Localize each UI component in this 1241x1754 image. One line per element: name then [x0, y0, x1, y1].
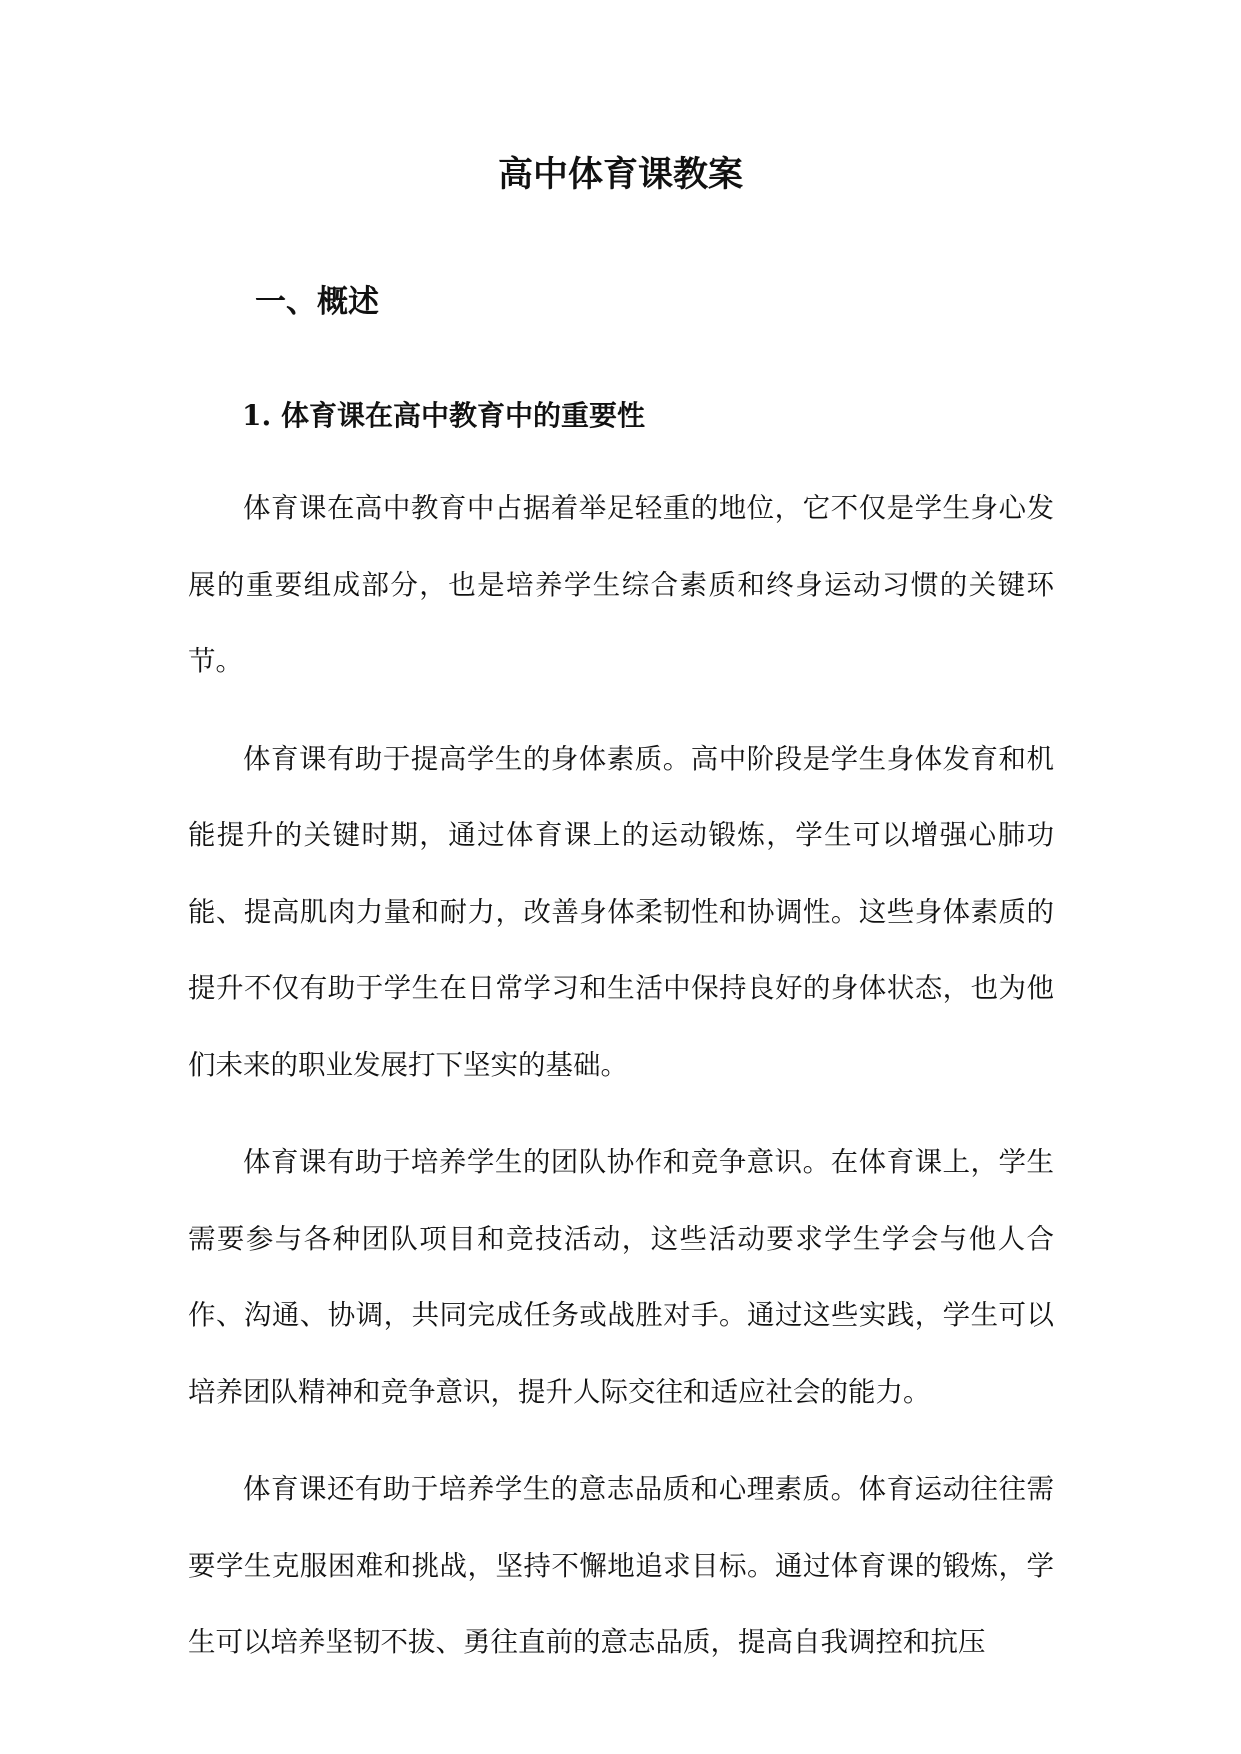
paragraph: 体育课还有助于培养学生的意志品质和心理素质。体育运动往往需要学生克服困难和挑战，坚持不懈地追求目标。通过体育课的锻炼，学生可以培养坚韧不拔、勇往直前的意志品质，提高自我调控和抗压 [188, 1473, 1054, 1658]
body-text [188, 470, 1054, 1702]
section-heading-overview: 一、概述 [255, 284, 379, 320]
paragraph: 体育课有助于培养学生的团队协作和竞争意识。在体育课上，学生需要参与各种团队项目和竞技活动，这些活动要求学生学会与他人合作、沟通、协调，共同完成任务或战胜对手。通过这些实践，学生可以培养团队精神和竞争意识，提升人际交往和适应社会的能力。 [188, 1146, 1054, 1408]
paragraph: 体育课有助于提高学生的身体素质。高中阶段是学生身体发育和机能提升的关键时期，通过体育课上的运动锻炼，学生可以增强心肺功能、提高肌肉力量和耐力，改善身体柔韧性和协调性。这些身体素质的提升不仅有助于学生在日常学习和生活中保持良好的身体状态，也为他们未来的职业发展打下坚实的基础。 [188, 742, 1054, 1081]
document-title: 高中体育课教案 [497, 154, 743, 195]
paragraph: 体育课在高中教育中占据着举足轻重的地位，它不仅是学生身心发展的重要组成部分，也是培养学生综合素质和终身运动习惯的关键环节。 [188, 492, 1054, 677]
subsection-heading-importance: 1. 体育课在高中教育中的重要性 [242, 399, 645, 432]
